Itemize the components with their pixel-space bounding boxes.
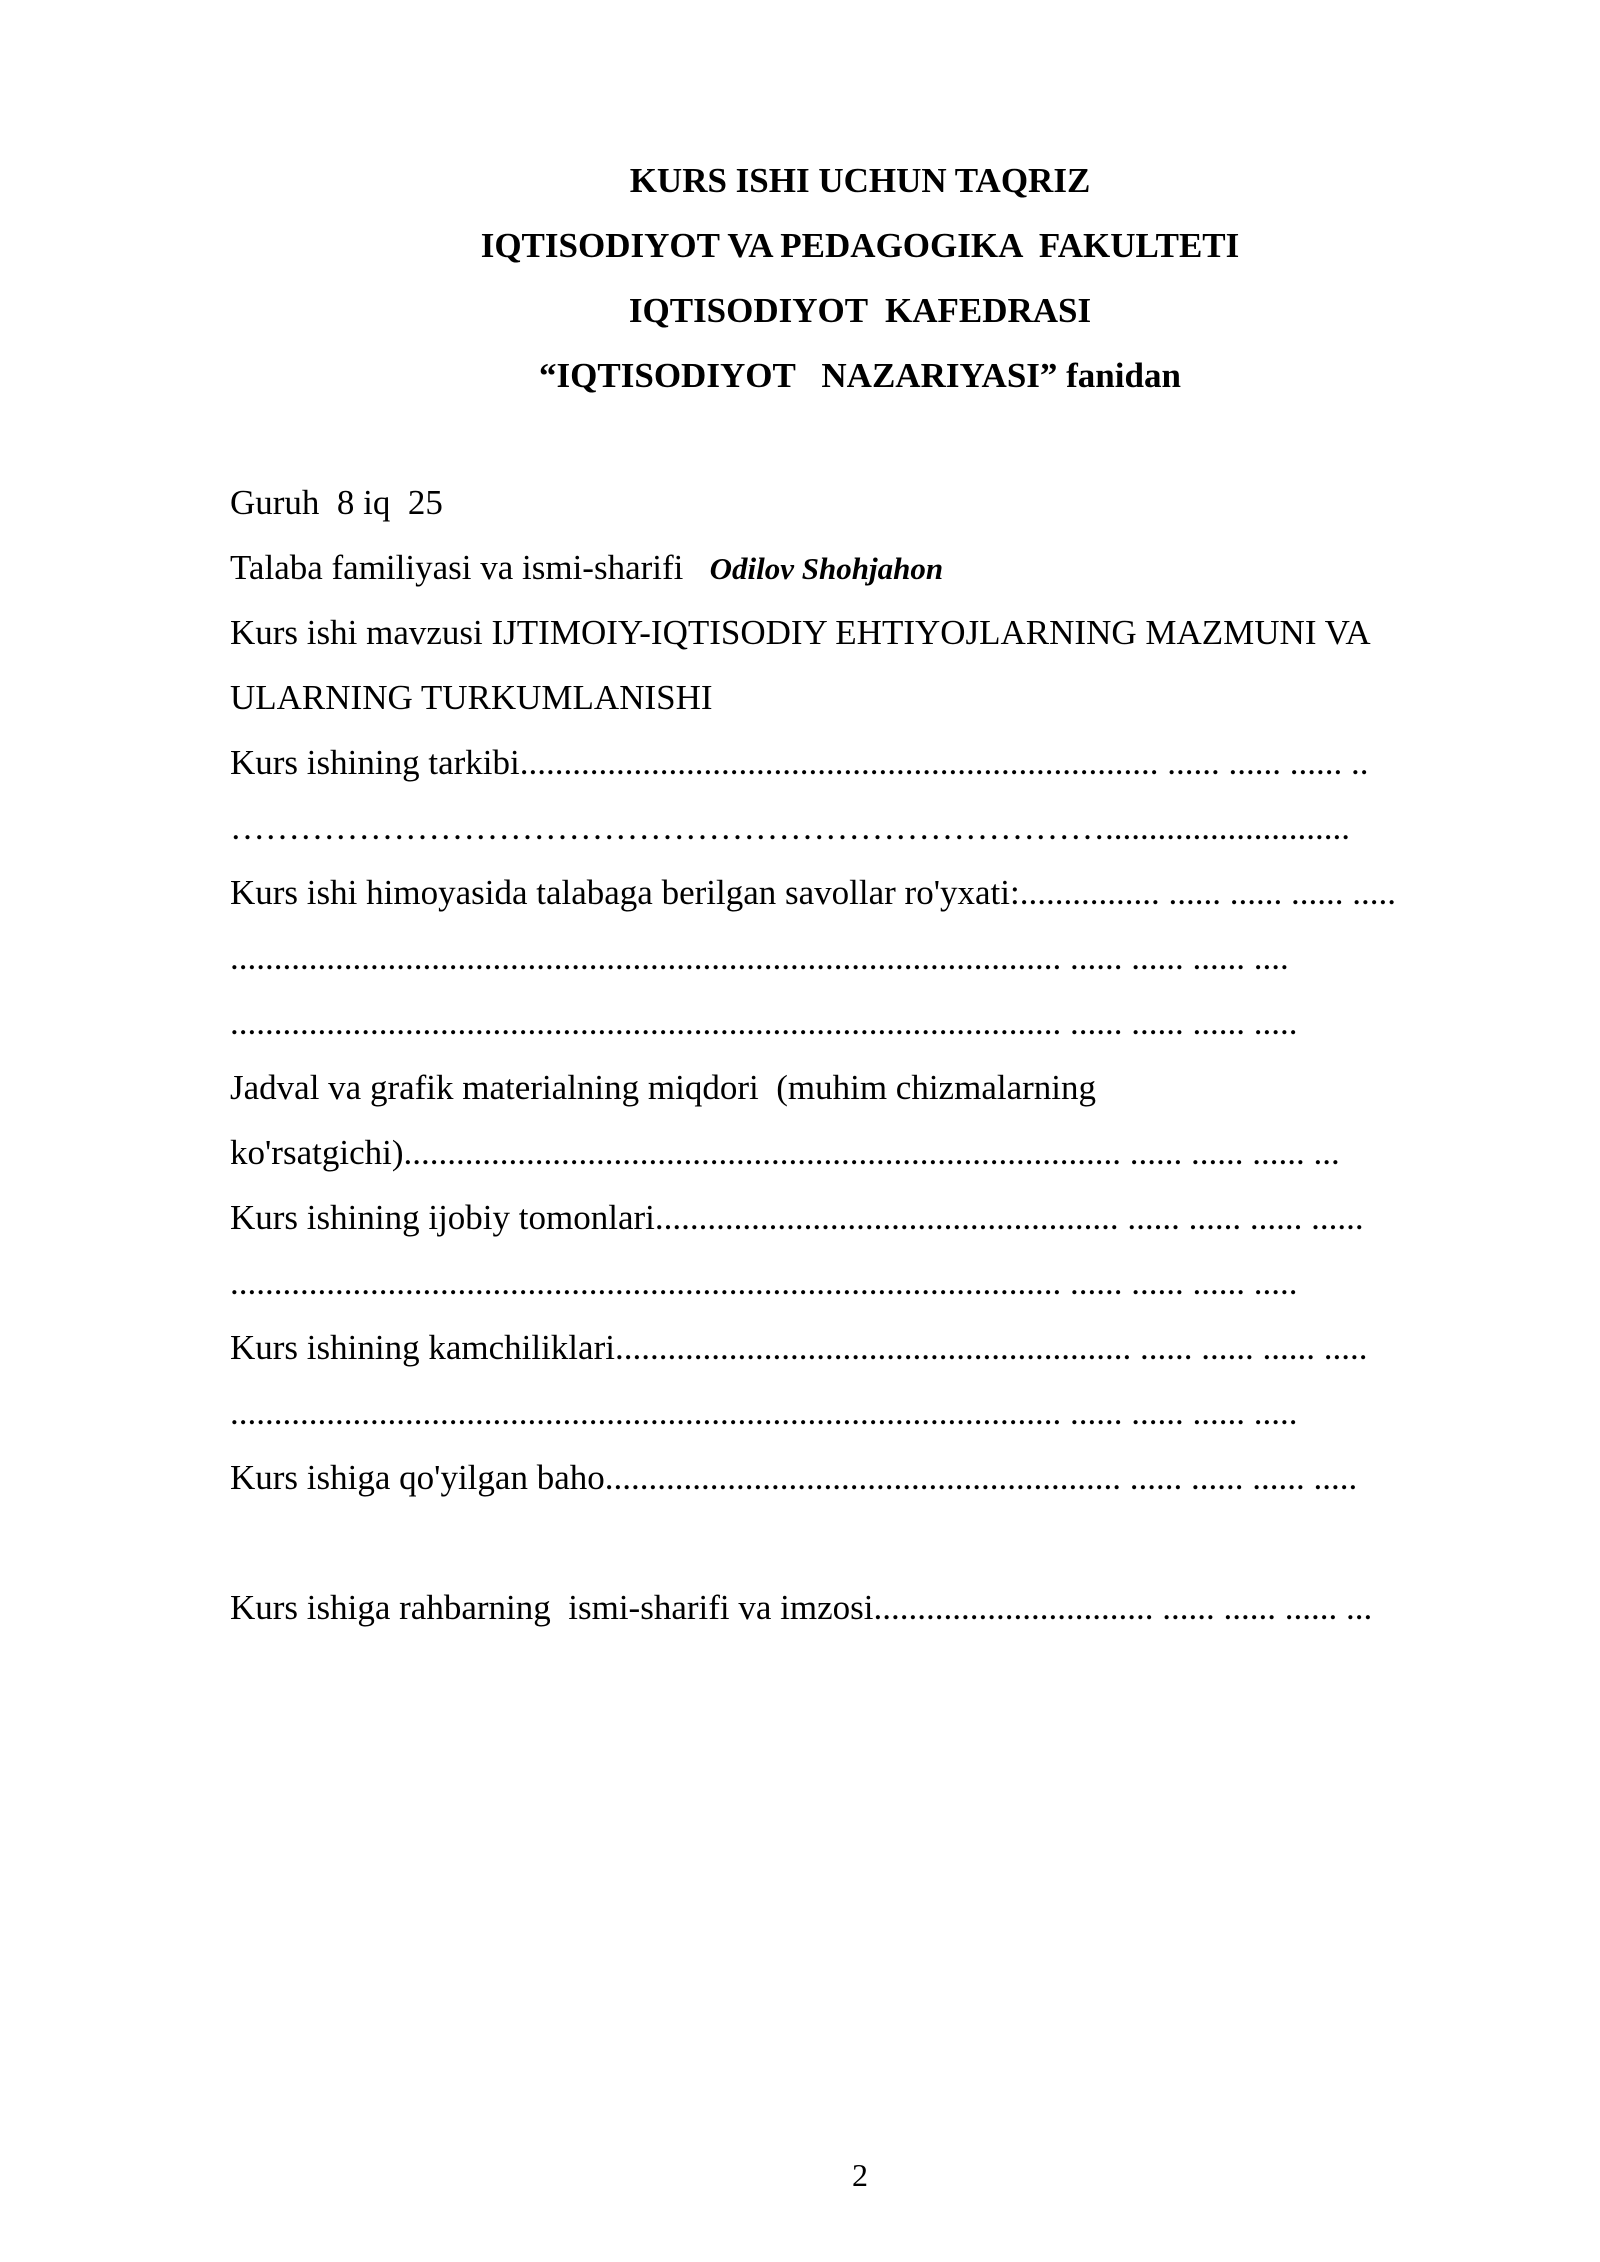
positive-line-1: Kurs ishining ijobiy tomonlari..................................................... ...... ...... ...... ...... bbox=[230, 1198, 1364, 1237]
topic-line-1: Kurs ishi mavzusi IJTIMOIY-IQTISODIY EHTIYOJLARNING MAZMUNI VA bbox=[230, 613, 1371, 652]
student-line bbox=[230, 535, 1500, 600]
grade-line: Kurs ishiga qo'yilgan baho........................................................... ...... ...... ...... ..... bbox=[230, 1458, 1358, 1497]
header-faculty: IQTISODIYOT VA PEDAGOGIKA FAKULTETI bbox=[480, 226, 1240, 265]
shortcomings-line-1: Kurs ishining kamchiliklari........................................................... ...... ...... ...... ..... bbox=[230, 1328, 1368, 1367]
topic-line-2: ULARNING TURKUMLANISHI bbox=[230, 678, 713, 717]
questions-line-2: ............................................................................................... ...... ...... ...... .... bbox=[230, 938, 1289, 977]
materials-line-1: Jadval va grafik materialning miqdori (muhim chizmalarning bbox=[230, 1068, 1096, 1107]
form-body bbox=[230, 470, 1500, 1640]
student-name: Odilov Shohjahon bbox=[709, 551, 944, 586]
page-number: 2 bbox=[852, 2157, 868, 2193]
materials-line-2: ko'rsatgichi).................................................................................. ...... ...... ...... ... bbox=[230, 1133, 1340, 1172]
shortcomings-line-2: ............................................................................................... ...... ...... ...... ..... bbox=[230, 1393, 1298, 1432]
positive-line-2: ............................................................................................... ...... ...... ...... ..... bbox=[230, 1263, 1298, 1302]
header-title: KURS ISHI UCHUN TAQRIZ bbox=[629, 161, 1091, 200]
document-header bbox=[0, 148, 1600, 408]
structure-line-2: …………………………………………………………………............................ bbox=[230, 808, 1350, 847]
group-line: Guruh 8 iq 25 bbox=[230, 483, 443, 522]
supervisor-line: Kurs ishiga rahbarning ismi-sharifi va imzosi................................ ...... ...... ...... ... bbox=[230, 1588, 1373, 1627]
structure-line-1: Kurs ishining tarkibi......................................................................... ...... ...... ...... .. bbox=[230, 743, 1369, 782]
student-label: Talaba familiyasi va ismi-sharifi bbox=[230, 548, 710, 587]
header-department: IQTISODIYOT KAFEDRASI bbox=[628, 291, 1092, 330]
questions-line-3: ............................................................................................... ...... ...... ...... ..... bbox=[230, 1003, 1298, 1042]
header-subject: “IQTISODIYOT NAZARIYASI” fanidan bbox=[539, 356, 1181, 395]
blank-spacer bbox=[230, 1510, 1500, 1575]
questions-line-1: Kurs ishi himoyasida talabaga berilgan savollar ro'yxati:................ ...... ...... ...... ..... bbox=[230, 873, 1396, 912]
